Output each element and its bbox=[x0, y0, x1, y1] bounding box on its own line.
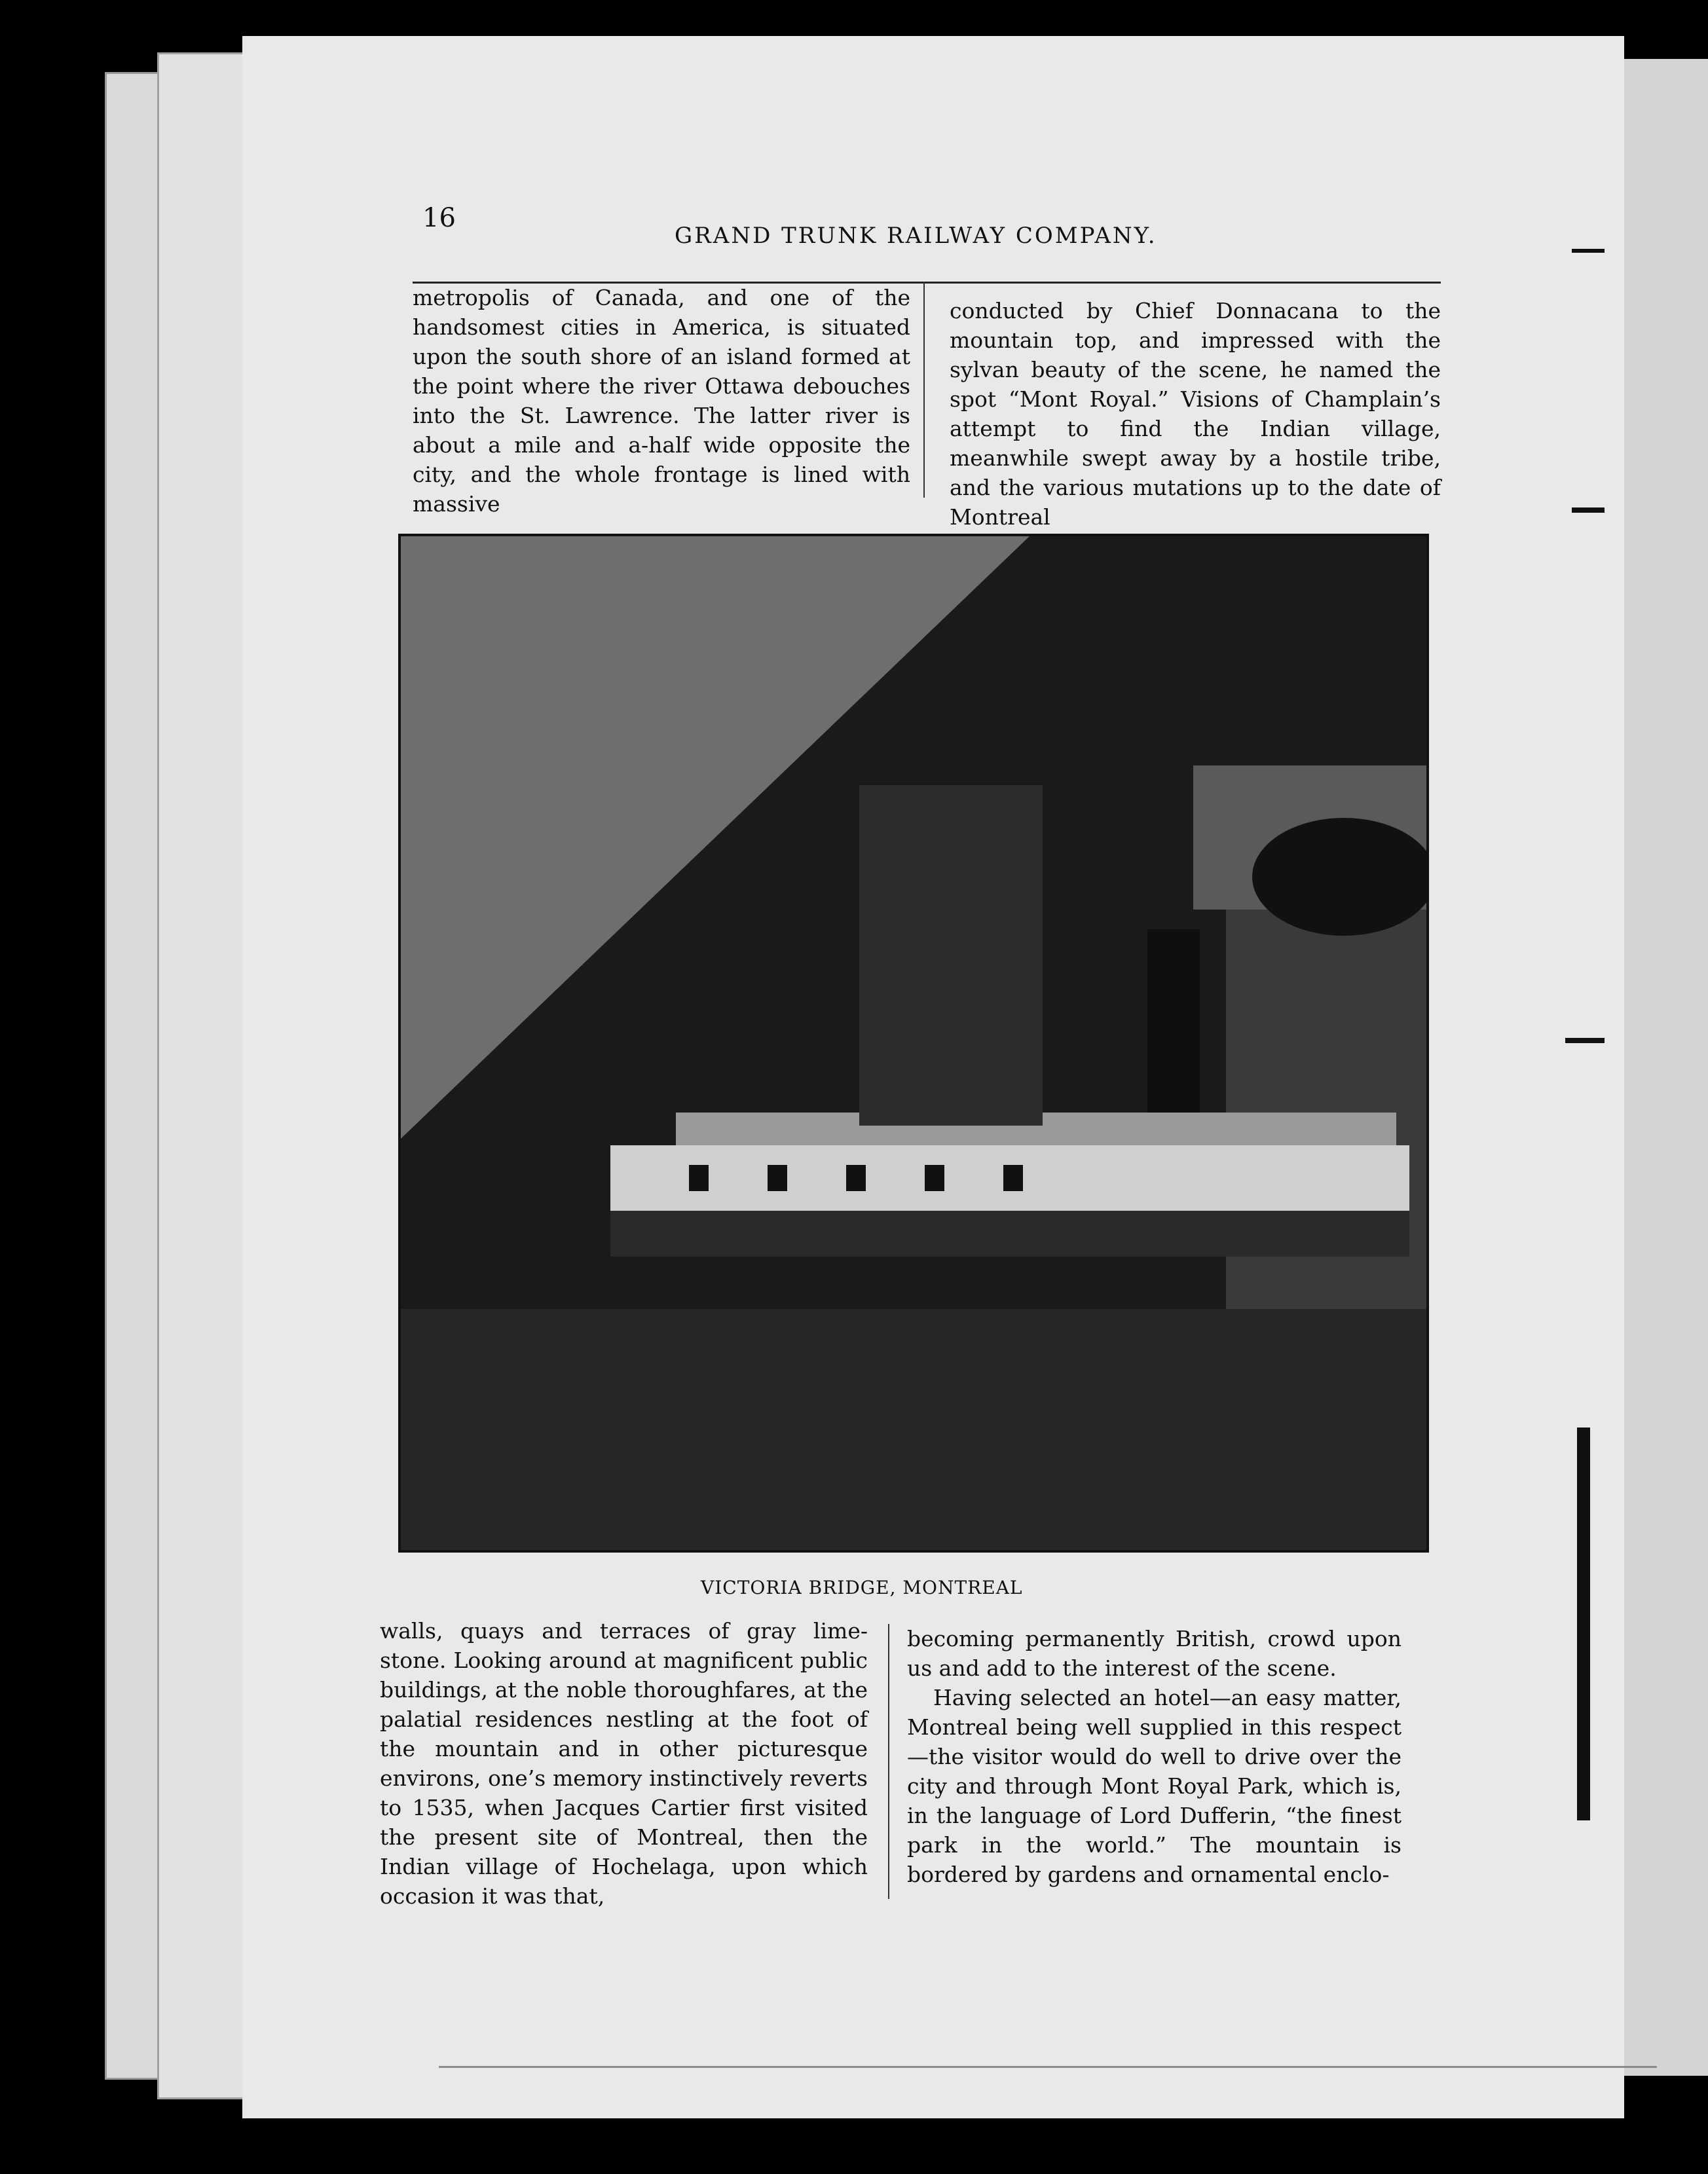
page-number: 16 bbox=[422, 203, 456, 233]
page-header bbox=[422, 203, 1208, 249]
bridge-pier bbox=[859, 785, 1043, 1126]
column-divider bbox=[923, 282, 925, 498]
victoria-bridge-illustration bbox=[398, 534, 1429, 1553]
paragraph: Having selected an hotel—an easy matter, Montreal being well supplied in this respect—the visitor would do well to drive over the city and through Mont Royal Park, which is, in the language of Lord Dufferin, “the finest park in the world.” The mountain is bordered by gardens and ornamental enclo- bbox=[907, 1685, 1402, 1887]
engraving-image bbox=[401, 536, 1426, 1550]
smokestack bbox=[1147, 929, 1200, 1126]
illustration-caption: VICTORIA BRIDGE, MONTREAL bbox=[701, 1577, 1023, 1598]
page-border-line bbox=[439, 2066, 1657, 2073]
facing-page-edge bbox=[1611, 59, 1708, 2076]
text-column-top-right bbox=[950, 296, 1441, 532]
text-column-bottom-left bbox=[380, 1616, 868, 1911]
paragraph: metropolis of Canada, and one of the handsomest cities in America, is situated upon the south shore of an island formed at the point where the river Ottawa debouches into the St. Lawrence. The latter river is about a mile and a-half wide opposite the city, and the whole frontage is lined with massive bbox=[413, 285, 910, 517]
binding-thread-mark bbox=[1572, 249, 1605, 253]
river-water bbox=[401, 1309, 1426, 1550]
paragraph: conducted by Chief Donnacana to the mountain top, and impressed with the sylvan beauty of the scene, he named the spot “Mont Royal.” Visions of Champlain’s attempt to find the Indian village, meanwhile swept away by a hostile tribe, and the various mutations up to the date of Montreal bbox=[950, 298, 1441, 530]
background-page-edge bbox=[157, 52, 253, 2099]
steamer-lower-hull bbox=[610, 1211, 1409, 1257]
text-column-top-left bbox=[413, 283, 910, 519]
text-column-bottom-right bbox=[907, 1624, 1402, 1889]
binding-thread-mark bbox=[1577, 1428, 1590, 1820]
column-divider bbox=[888, 1624, 889, 1899]
running-head: GRAND TRUNK RAILWAY COMPANY. bbox=[675, 223, 1157, 249]
binding-thread-mark bbox=[1565, 1038, 1605, 1043]
paragraph: becoming permanently British, crowd upon us and add to the interest of the scene. bbox=[907, 1626, 1402, 1681]
binding-thread-mark bbox=[1572, 507, 1605, 513]
paragraph: walls, quays and terraces of gray lime-stone. Looking around at magnificent public buildings, at the noble thoroughfares, at the palatial residences nestling at the foot of the mountain and in other picturesque environs, one’s memory instinctively reverts to 1535, when Jacques Cartier first visited the present site of Montreal, then the Indian village of Hochelaga, upon which occasion it was that, bbox=[380, 1618, 868, 1909]
